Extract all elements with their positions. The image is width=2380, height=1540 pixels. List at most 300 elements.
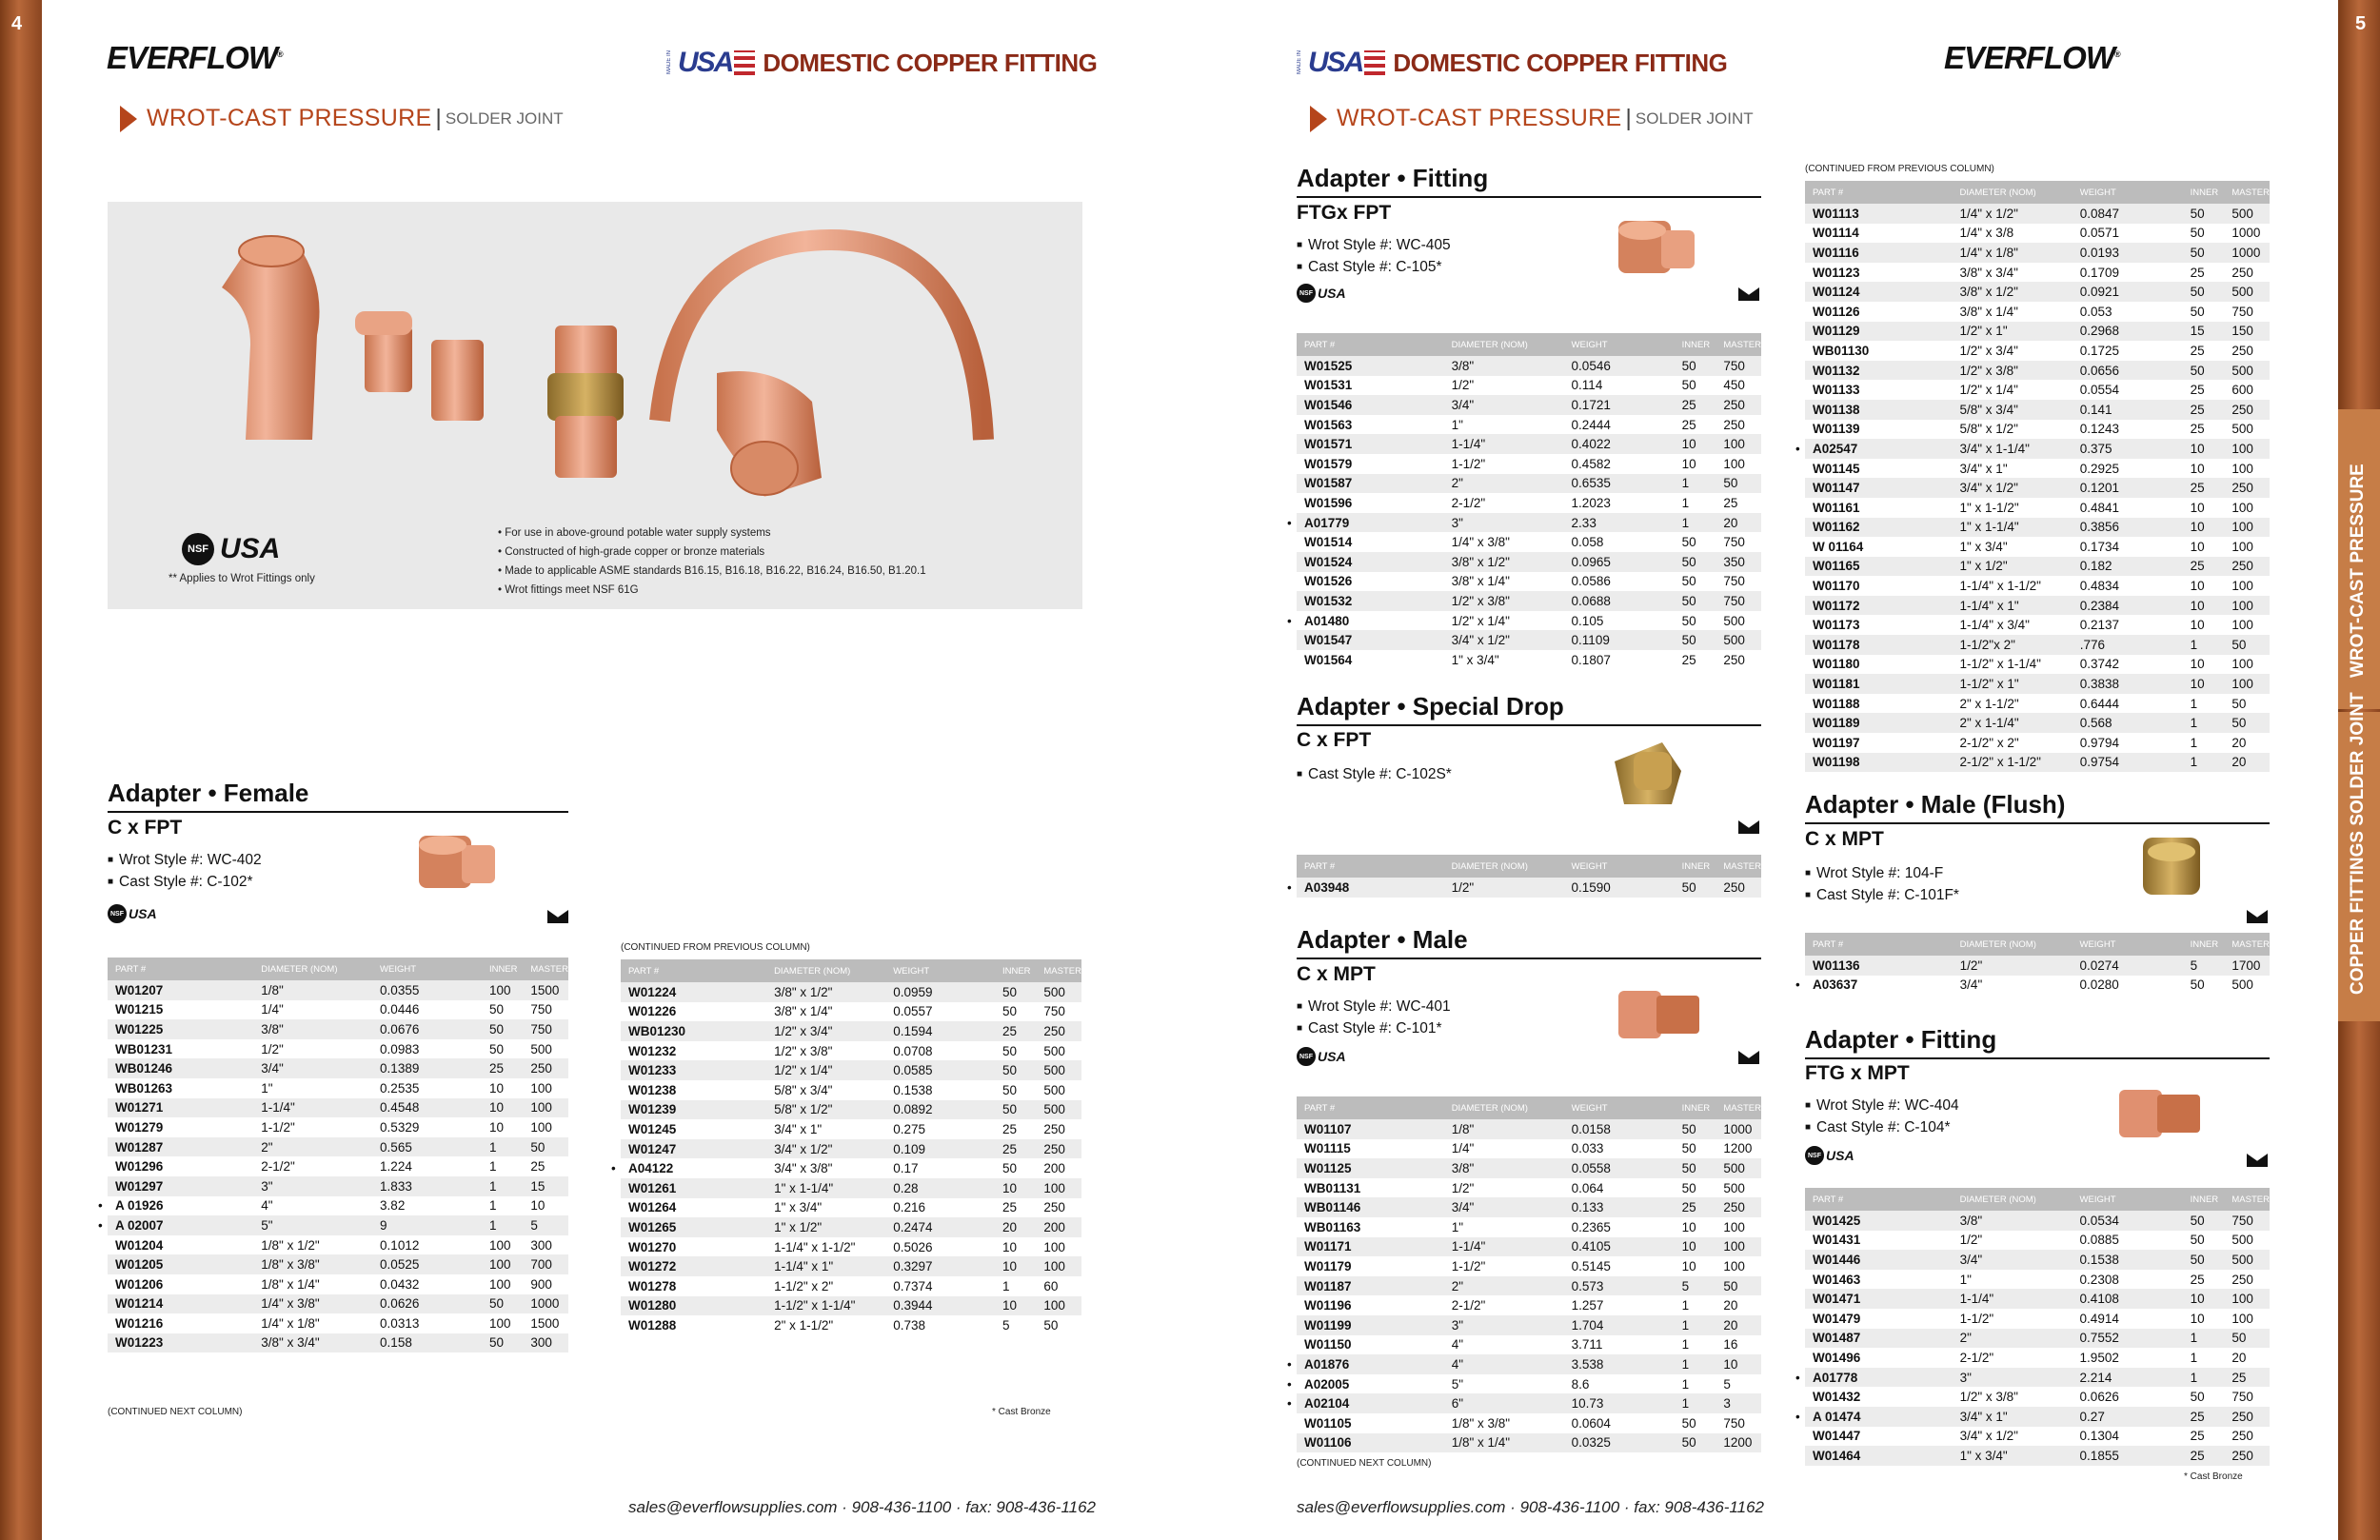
table-row [1297, 572, 1761, 592]
cell-master: 50 [2224, 635, 2270, 655]
table-row [1805, 380, 2270, 400]
cell-wt: 0.2474 [885, 1217, 995, 1237]
style-item: ■ Wrot Style #: WC-401 [1297, 996, 1451, 1017]
cell-inner: 10 [995, 1178, 1036, 1198]
cell-part: WB01230 [621, 1021, 766, 1041]
cell-part: W01297 [108, 1176, 253, 1196]
cell-part: W01107 [1297, 1119, 1444, 1139]
cell-master: 100 [1036, 1296, 1081, 1316]
cell-dia: 2" x 1-1/2" [1959, 696, 2019, 711]
cell-wt: 0.0432 [380, 1276, 420, 1292]
cell-master: 25 [530, 1159, 545, 1175]
table-row [1297, 1295, 1761, 1315]
cell-dia: 1/4" x 3/8" [1451, 535, 1510, 550]
cell-master: 500 [1716, 1158, 1761, 1178]
table-row [1805, 557, 2270, 577]
table-row [1297, 650, 1761, 670]
table-row [1805, 1329, 2270, 1349]
cell-part: W01179 [1304, 1258, 1352, 1273]
cell-master: 250 [2231, 265, 2253, 280]
section-heading-right [1310, 105, 1754, 132]
table-row [1297, 376, 1761, 396]
cell-part: W01526 [1304, 574, 1353, 589]
style-list [1297, 763, 1452, 785]
cell-part: • A03948 [1297, 878, 1444, 898]
table-row [1297, 1433, 1761, 1453]
cell-part: W01225 [108, 1019, 253, 1039]
cell-inner: 1 [2183, 713, 2225, 733]
cell-inner: 25 [1675, 395, 1716, 415]
cell-part: W01532 [1297, 591, 1444, 611]
table-row [1805, 1368, 2270, 1388]
cell-dia: 1/2" [1444, 878, 1564, 898]
cell-dia: 2" x 1-1/4" [1953, 713, 2073, 733]
cell-dia: 6" [1444, 1393, 1564, 1413]
table-row [1805, 1309, 2270, 1329]
cell-dia: 3/4" x 1/2" [1444, 630, 1564, 650]
style-item: ■ Cast Style #: C-102S* [1297, 763, 1452, 785]
cell-master: 450 [1723, 378, 1745, 393]
table-header-row [1805, 181, 2270, 204]
usa-mini-logo: USA [1318, 1049, 1346, 1064]
cell-inner: 10 [2183, 596, 2225, 616]
column-header: WEIGHT [1564, 1096, 1675, 1119]
table-row [1805, 1250, 2270, 1270]
cell-part: W01463 [1813, 1272, 1861, 1287]
cell-wt: 1.224 [380, 1159, 412, 1175]
cell-wt: 1.9502 [2079, 1350, 2119, 1365]
cell-part: W01223 [108, 1333, 253, 1353]
cell-master: 500 [1723, 1180, 1745, 1195]
column-header: MASTER [1716, 855, 1761, 878]
bullet-item: • Constructed of high-grade copper or bronze materials [498, 546, 765, 558]
cell-dia: 3/4" x 1" [774, 1121, 823, 1136]
table-row [1805, 1387, 2270, 1407]
cell-dia: 2-1/2" [1959, 1350, 1994, 1365]
hero-cert-logos [182, 533, 280, 565]
cell-master: 250 [2231, 1272, 2253, 1287]
cell-inner: 50 [1675, 552, 1716, 572]
cell-dia: 1/8" [253, 980, 372, 1000]
column-header: INNER [482, 958, 523, 980]
cell-part: W01546 [1297, 395, 1444, 415]
cell-part: W01271 [108, 1098, 253, 1118]
mail-icon [1738, 1051, 1759, 1064]
table-row [1805, 478, 2270, 498]
cell-wt: 0.5329 [380, 1119, 420, 1135]
cell-master: 500 [1043, 1043, 1065, 1058]
cell-inner: 10 [1675, 434, 1716, 454]
cell-inner: 50 [1681, 535, 1696, 550]
cell-inner: 50 [1681, 378, 1696, 393]
cell-inner: 10 [1681, 1219, 1696, 1234]
table-row [1297, 415, 1761, 435]
table-row [1297, 1335, 1761, 1355]
cell-inner: 25 [2183, 1446, 2225, 1466]
cell-dia: 5/8" x 3/4" [1953, 400, 2073, 420]
cell-inner: 25 [995, 1021, 1036, 1041]
cell-dia: 1-1/4" x 1" [1953, 596, 2073, 616]
cell-dia: 1-1/2"x 2" [1953, 635, 2073, 655]
cell-part: W01129 [1805, 322, 1953, 342]
table-row [108, 980, 568, 1000]
cell-part: W01280 [621, 1296, 766, 1316]
usa-text: USA [678, 47, 733, 78]
cell-dia: 1/2" [1451, 1180, 1475, 1195]
table-row [1297, 1237, 1761, 1257]
table-row [1805, 655, 2270, 675]
cell-master: 250 [2224, 1446, 2270, 1466]
cell-dia: 2" x 1-1/2" [774, 1317, 834, 1333]
cell-wt: 3.711 [1571, 1337, 1603, 1352]
table-row [108, 1294, 568, 1314]
coupling-fitting [365, 326, 412, 392]
header-title: DOMESTIC COPPER FITTING [1393, 48, 1728, 77]
cell-part: W01215 [115, 1002, 164, 1017]
cell-dia: 3/4" [253, 1058, 372, 1078]
cell-inner: 25 [2183, 400, 2225, 420]
table-row [1805, 322, 2270, 342]
table-row [1805, 263, 2270, 283]
usa-logo [1304, 49, 1389, 77]
elbow-90-opening [731, 442, 798, 495]
table-row [1805, 615, 2270, 635]
usa-header-left [666, 48, 1097, 78]
cell-master: 500 [530, 1041, 552, 1056]
cell-master: 100 [2224, 596, 2270, 616]
cell-wt: 0.0708 [893, 1043, 933, 1058]
cell-wt: 0.133 [1564, 1197, 1675, 1217]
nsf-mini-logo: NSF [1297, 284, 1316, 303]
cell-part: W01233 [621, 1060, 766, 1080]
cell-wt: 0.375 [2073, 439, 2183, 459]
cell-master: 500 [1043, 1082, 1065, 1097]
cell-dia: 1/2" [261, 1041, 284, 1056]
cell-part: • A01480 [1297, 611, 1444, 631]
cell-dia: 3/4" x 1/2" [1953, 478, 2073, 498]
cell-part: W01270 [628, 1239, 677, 1254]
cell-master: 750 [1716, 591, 1761, 611]
cell-dia: 2" [1953, 1329, 2073, 1349]
cell-part: W01178 [1805, 635, 1953, 655]
cell-part: • A 01926 [108, 1196, 253, 1216]
cell-part: W01207 [108, 980, 253, 1000]
cell-master: 1200 [1716, 1433, 1761, 1453]
cell-part: W01216 [115, 1315, 164, 1331]
cell-wt: 0.1012 [380, 1237, 420, 1253]
cell-wt: 0.1807 [1571, 652, 1611, 667]
cell-dia: 1/8" x 1/4" [1444, 1433, 1564, 1453]
footer-right: sales@everflowsupplies.com · 908-436-1100 · fax: 908-436-1162 [1297, 1498, 1765, 1516]
cell-wt: 0.4582 [1571, 456, 1611, 471]
cell-dia: 1/2" x 1/4" [766, 1060, 885, 1080]
cell-dia: 1" x 3/4" [1953, 1446, 2073, 1466]
table-row [1805, 439, 2270, 459]
cell-dia: 1/2" x 1/4" [1959, 383, 2018, 398]
cell-master: 300 [523, 1333, 568, 1353]
cell-master: 20 [2231, 735, 2247, 750]
cell-dia: 2-1/2" [1451, 495, 1486, 510]
cell-dia: 1/4" x 3/8 [1959, 226, 2014, 241]
cell-wt: 0.053 [2079, 304, 2112, 319]
cell-wt: 0.4914 [2079, 1311, 2119, 1326]
table-row [108, 1333, 568, 1353]
cell-inner: 50 [1681, 1180, 1696, 1195]
table-row [1297, 591, 1761, 611]
table-row [1297, 474, 1761, 494]
table-row [621, 1100, 1081, 1120]
cell-master: 100 [1723, 1258, 1745, 1273]
cell-part: W01531 [1304, 378, 1353, 393]
left-edge-strip [0, 0, 42, 1540]
hero-banner [108, 202, 1082, 609]
cell-wt: 0.0921 [2073, 282, 2183, 302]
cell-part: • A02547 [1805, 439, 1953, 459]
column-header: PART # [1805, 181, 1953, 204]
table-row [1297, 1217, 1761, 1237]
cell-dia: 3/4" x 3/8" [774, 1161, 833, 1176]
cell-inner: 10 [482, 1098, 523, 1118]
table-row [1297, 1178, 1761, 1198]
cell-inner: 25 [1681, 417, 1696, 432]
cell-dia: 1/8" x 1/4" [261, 1276, 320, 1292]
column-header: PART # [1297, 855, 1444, 878]
cell-dia: 1-1/2" x 1-1/4" [1959, 657, 2041, 672]
cast-bronze-note: * Cast Bronze [992, 1407, 1051, 1417]
cell-inner: 25 [2183, 478, 2225, 498]
title-underline [1297, 196, 1761, 198]
table-row [108, 1019, 568, 1039]
section-main: WROT-CAST PRESSURE [1337, 105, 1622, 131]
table-row [1805, 518, 2270, 538]
table-row [108, 1098, 568, 1118]
style-list [1297, 996, 1451, 1039]
column-header: PART # [1805, 1188, 1953, 1211]
cell-master: 25 [1723, 495, 1738, 510]
cell-master: 100 [1036, 1178, 1081, 1198]
table-row [1805, 694, 2270, 714]
cell-part: WB01263 [115, 1080, 173, 1096]
cell-inner: 50 [482, 1019, 523, 1039]
table-row [108, 1254, 568, 1274]
table-row [1805, 976, 2270, 996]
cell-part: W01196 [1304, 1298, 1352, 1313]
table-header-row [1297, 333, 1761, 356]
cell-part: W01123 [1813, 265, 1860, 280]
cell-part: W01132 [1805, 361, 1953, 381]
table-row [1297, 1197, 1761, 1217]
cell-inner: 50 [2190, 1233, 2205, 1248]
cell-part: W01464 [1805, 1446, 1953, 1466]
cell-wt: 1.2023 [1571, 495, 1611, 510]
cell-wt: 0.0676 [372, 1019, 482, 1039]
cell-part: W01224 [621, 982, 766, 1002]
cell-inner: 1 [2183, 753, 2225, 773]
cell-inner: 50 [2190, 977, 2205, 993]
table-row [108, 1058, 568, 1078]
cell-dia: 3/8" x 3/4" [253, 1333, 372, 1353]
cell-inner: 1 [2190, 735, 2198, 750]
cell-wt: 0.1389 [372, 1058, 482, 1078]
cell-wt: 0.6535 [1564, 474, 1675, 494]
cell-part: W01105 [1304, 1415, 1352, 1431]
cast-bronze-note: * Cast Bronze [2184, 1471, 2243, 1482]
cell-wt: 0.0892 [885, 1100, 995, 1120]
cell-part: • A01779 [1297, 513, 1444, 533]
usa-logo-hero: USA [220, 533, 281, 564]
cell-inner: 1 [1675, 474, 1716, 494]
cell-part: W01133 [1813, 383, 1860, 398]
column-header: INNER [2183, 1188, 2225, 1211]
cell-master: 1000 [1716, 1119, 1761, 1139]
cell-master: 50 [1043, 1317, 1059, 1333]
cert-mini [1297, 284, 1346, 303]
union-nut [547, 373, 624, 421]
cell-dia: 1/2" x 3/8" [1959, 1390, 2018, 1405]
cell-inner: 50 [1002, 1082, 1017, 1097]
cell-part: W01245 [628, 1121, 677, 1136]
cell-inner: 10 [2190, 618, 2205, 633]
table-row [1805, 713, 2270, 733]
cell-part: W01547 [1297, 630, 1444, 650]
cell-inner: 25 [2190, 1272, 2205, 1287]
cell-part: W01596 [1304, 495, 1353, 510]
cell-master: 500 [1036, 1100, 1081, 1120]
cell-part: W01198 [1805, 753, 1953, 773]
table-row [1805, 576, 2270, 596]
cell-master: 150 [2224, 322, 2270, 342]
cell-dia: 3/8" x 1/2" [1953, 282, 2073, 302]
vertical-label-1: WROT-CAST PRESSURE [2348, 464, 2368, 678]
cell-dia: 3/8" [1444, 356, 1564, 376]
cell-inner: 100 [488, 1276, 511, 1292]
cell-inner: 25 [482, 1058, 523, 1078]
product-title: Adapter • Male [1297, 925, 1468, 954]
cell-part: W01114 [1813, 226, 1859, 241]
cell-inner: 10 [2190, 1311, 2205, 1326]
cell-inner: 1 [1002, 1278, 1010, 1293]
product-photo [1609, 977, 1714, 1053]
cell-dia: 1" x 1/2" [1953, 557, 2073, 577]
column-header: WEIGHT [1564, 333, 1675, 356]
table-header-row [1297, 1096, 1761, 1119]
column-header: INNER [1675, 333, 1716, 356]
cell-inner: 10 [1675, 1237, 1716, 1257]
cell-dia: 1/2" x 3/8" [1953, 361, 2073, 381]
product-title: Adapter • Fitting [1297, 164, 1489, 192]
cell-master: 20 [1716, 1315, 1761, 1335]
cell-dia: 1/4" x 1/2" [1953, 204, 2073, 224]
cell-dia: 1-1/4" [253, 1098, 372, 1118]
parts-table-left-1 [108, 958, 568, 1352]
cell-wt: 0.1734 [2079, 539, 2120, 554]
cell-part: W01226 [628, 1004, 677, 1019]
cell-wt: 0.2365 [1571, 1219, 1611, 1234]
cell-inner: 50 [1675, 356, 1716, 376]
cell-wt: 0.0847 [2073, 204, 2183, 224]
cell-wt: 0.0557 [893, 1004, 933, 1019]
cell-dia: 3/4" x 1" [1953, 1407, 2073, 1427]
everflow-logo-right [1944, 40, 2120, 76]
cell-part: W01247 [621, 1139, 766, 1159]
cell-part: WB01130 [1813, 343, 1870, 358]
cell-wt: 0.141 [2073, 400, 2183, 420]
cell-inner: 10 [2190, 539, 2205, 554]
table-row [621, 1060, 1081, 1080]
union-bottom [555, 416, 617, 478]
cell-master: 750 [2231, 304, 2253, 319]
cell-wt: 0.2308 [2079, 1272, 2119, 1287]
table-row [1805, 1446, 2270, 1466]
cell-inner: 25 [2190, 383, 2205, 398]
cell-wt: 0.033 [1571, 1141, 1604, 1156]
column-header: WEIGHT [885, 959, 995, 982]
cell-wt: 0.0626 [2079, 1390, 2119, 1405]
return-bend-fitting [660, 240, 983, 440]
cell-wt: 0.2535 [380, 1080, 420, 1096]
cell-master: 10 [1716, 1354, 1761, 1374]
cell-wt: 0.064 [1571, 1180, 1604, 1195]
cell-part: W01189 [1805, 713, 1953, 733]
cell-part: W01431 [1813, 1233, 1861, 1248]
cell-master: 20 [1723, 1298, 1738, 1313]
table-row [621, 1041, 1081, 1061]
style-item: ■ Wrot Style #: WC-405 [1297, 234, 1451, 256]
cell-master: 100 [2224, 518, 2270, 538]
cell-inner: 50 [482, 1333, 523, 1353]
cell-master: 250 [1043, 1121, 1065, 1136]
cell-inner: 50 [488, 1002, 504, 1017]
cell-inner: 50 [995, 1060, 1036, 1080]
column-header: PART # [108, 958, 253, 980]
cell-dia: 1/2" x 3/8" [774, 1043, 833, 1058]
cell-inner: 1 [1681, 1337, 1690, 1352]
cell-wt: 0.058 [1571, 535, 1604, 550]
cell-master: 100 [1036, 1256, 1081, 1276]
cell-part: W01115 [1304, 1141, 1351, 1156]
cell-dia: 1-1/2" [1451, 456, 1486, 471]
cell-wt: 0.2968 [2073, 322, 2183, 342]
cell-wt: 0.738 [893, 1317, 925, 1333]
cell-inner: 50 [1002, 1043, 1017, 1058]
coupling-top [355, 311, 412, 335]
column-header: INNER [2183, 933, 2225, 956]
footer-left: sales@everflowsupplies.com · 908-436-1100 · fax: 908-436-1162 [628, 1498, 1097, 1516]
table-row [1805, 596, 2270, 616]
table-row [621, 1002, 1081, 1022]
cell-dia: 1" [1959, 1272, 1972, 1287]
cell-dia: 1/2" x 3/4" [766, 1021, 885, 1041]
cell-wt: 0.1855 [2073, 1446, 2183, 1466]
product-title: Adapter • Special Drop [1297, 692, 1564, 721]
cell-inner: 1 [488, 1198, 497, 1214]
cell-wt: 0.182 [2073, 557, 2183, 577]
cell-wt: 0.275 [893, 1121, 925, 1136]
cell-master: 250 [1723, 417, 1745, 432]
cell-part: W01525 [1297, 356, 1444, 376]
cell-master: 20 [2231, 1350, 2247, 1365]
cell-master: 100 [523, 1098, 568, 1118]
cell-part: WB01231 [115, 1041, 173, 1056]
cell-master: 200 [1036, 1217, 1081, 1237]
cell-part: W01261 [621, 1178, 766, 1198]
cell-wt: 0.28 [885, 1178, 995, 1198]
table-row [621, 1256, 1081, 1276]
cell-master: 250 [1043, 1200, 1065, 1215]
cell-wt: 0.0280 [2079, 977, 2119, 993]
cell-master: 750 [1723, 1415, 1745, 1431]
cell-part: W01524 [1297, 552, 1444, 572]
